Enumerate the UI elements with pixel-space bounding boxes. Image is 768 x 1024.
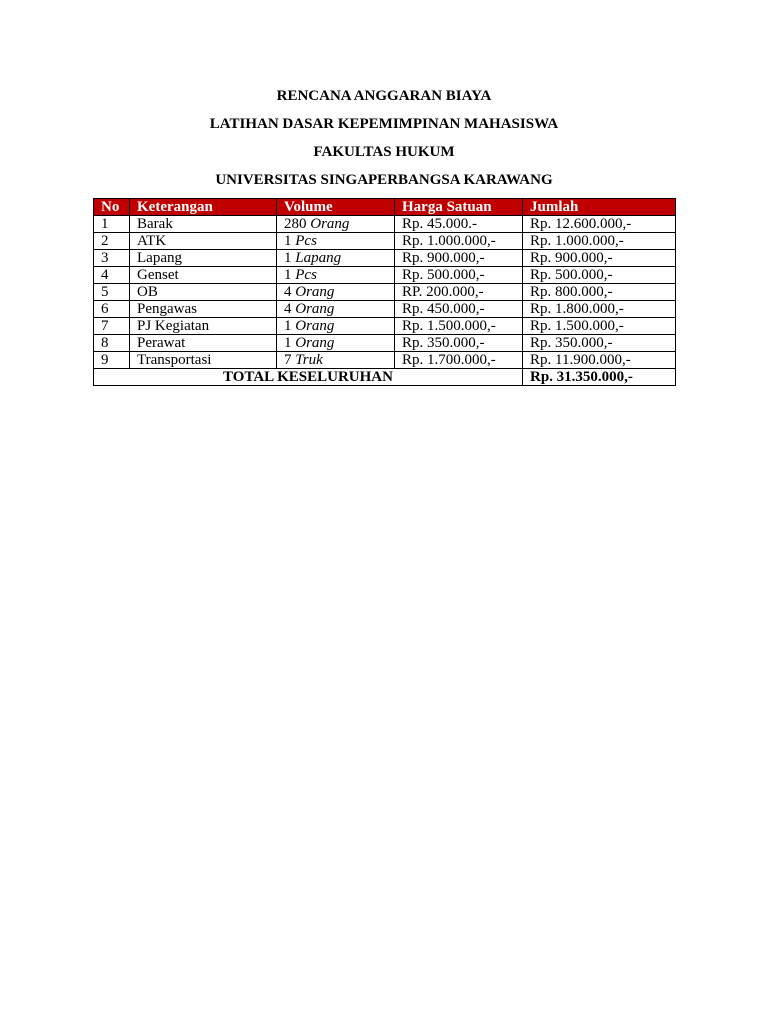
row-jumlah: Rp. 800.000,- — [523, 284, 676, 301]
row-harga-satuan: Rp. 350.000,- — [395, 335, 523, 352]
row-volume — [277, 267, 395, 284]
row-harga-satuan: Rp. 1.500.000,- — [395, 318, 523, 335]
column-header-volume: Volume — [277, 199, 395, 216]
row-keterangan: Lapang — [130, 250, 277, 267]
row-harga-satuan: Rp. 1.700.000,- — [395, 352, 523, 369]
row-volume — [277, 250, 395, 267]
row-harga-satuan: Rp. 900.000,- — [395, 250, 523, 267]
volume-unit: Orang — [295, 318, 335, 334]
table-row — [94, 284, 676, 301]
row-keterangan: Barak — [130, 216, 277, 233]
row-keterangan: PJ Kegiatan — [130, 318, 277, 335]
volume-unit: Orang — [310, 216, 350, 232]
volume-qty: 4 — [284, 284, 292, 300]
row-harga-satuan: Rp. 450.000,- — [395, 301, 523, 318]
table-row — [94, 216, 676, 233]
volume-unit: Pcs — [295, 233, 317, 249]
table-row — [94, 250, 676, 267]
row-no: 7 — [94, 318, 130, 335]
volume-unit: Lapang — [295, 250, 342, 266]
row-jumlah: Rp. 1.500.000,- — [523, 318, 676, 335]
column-header-no: No — [94, 199, 130, 216]
row-no: 5 — [94, 284, 130, 301]
row-volume — [277, 335, 395, 352]
row-no: 3 — [94, 250, 130, 267]
event-name: LATIHAN DASAR KEPEMIMPINAN MAHASISWA — [209, 116, 559, 132]
row-jumlah: Rp. 1.800.000,- — [523, 301, 676, 318]
volume-qty: 1 — [284, 267, 292, 283]
faculty-name: FAKULTAS HUKUM — [313, 144, 455, 160]
table-row — [94, 267, 676, 284]
table-row — [94, 233, 676, 250]
row-no: 1 — [94, 216, 130, 233]
row-jumlah: Rp. 500.000,- — [523, 267, 676, 284]
table-row — [94, 352, 676, 369]
table-header-row — [94, 199, 676, 216]
total-value: Rp. 31.350.000,- — [523, 369, 676, 386]
row-keterangan: Transportasi — [130, 352, 277, 369]
volume-unit: Orang — [295, 335, 335, 351]
row-no: 4 — [94, 267, 130, 284]
row-jumlah: Rp. 11.900.000,- — [523, 352, 676, 369]
table-body — [94, 216, 676, 386]
volume-qty: 1 — [284, 335, 292, 351]
table-row — [94, 318, 676, 335]
volume-qty: 4 — [284, 301, 292, 317]
row-volume — [277, 216, 395, 233]
volume-qty: 1 — [284, 233, 292, 249]
volume-unit: Orang — [295, 284, 335, 300]
row-harga-satuan: Rp. 500.000,- — [395, 267, 523, 284]
row-volume — [277, 233, 395, 250]
column-header-jumlah: Jumlah — [523, 199, 676, 216]
document-title-block — [0, 86, 768, 198]
total-label: TOTAL KESELURUHAN — [94, 369, 523, 386]
volume-qty: 7 — [284, 352, 292, 368]
row-harga-satuan: Rp. 45.000.- — [395, 216, 523, 233]
table-row — [94, 301, 676, 318]
row-jumlah: Rp. 900.000,- — [523, 250, 676, 267]
row-volume — [277, 352, 395, 369]
row-keterangan: Perawat — [130, 335, 277, 352]
row-volume — [277, 318, 395, 335]
volume-qty: 1 — [284, 250, 292, 266]
row-volume — [277, 284, 395, 301]
volume-qty: 280 — [284, 216, 307, 232]
row-no: 9 — [94, 352, 130, 369]
column-header-keterangan: Keterangan — [130, 199, 277, 216]
row-harga-satuan: Rp. 1.000.000,- — [395, 233, 523, 250]
row-no: 8 — [94, 335, 130, 352]
row-volume — [277, 301, 395, 318]
document-title: RENCANA ANGGARAN BIAYA — [276, 88, 492, 104]
row-keterangan: Genset — [130, 267, 277, 284]
column-header-harga-satuan: Harga Satuan — [395, 199, 523, 216]
volume-unit: Pcs — [295, 267, 317, 283]
row-no: 2 — [94, 233, 130, 250]
table-row — [94, 335, 676, 352]
row-harga-satuan: RP. 200.000,- — [395, 284, 523, 301]
total-row — [94, 369, 676, 386]
volume-qty: 1 — [284, 318, 292, 334]
university-name: UNIVERSITAS SINGAPERBANGSA KARAWANG — [215, 172, 553, 188]
budget-table — [93, 198, 676, 386]
row-keterangan: Pengawas — [130, 301, 277, 318]
row-no: 6 — [94, 301, 130, 318]
volume-unit: Truk — [295, 352, 323, 368]
volume-unit: Orang — [295, 301, 335, 317]
row-jumlah: Rp. 350.000,- — [523, 335, 676, 352]
row-keterangan: ATK — [130, 233, 277, 250]
row-jumlah: Rp. 12.600.000,- — [523, 216, 676, 233]
row-keterangan: OB — [130, 284, 277, 301]
row-jumlah: Rp. 1.000.000,- — [523, 233, 676, 250]
